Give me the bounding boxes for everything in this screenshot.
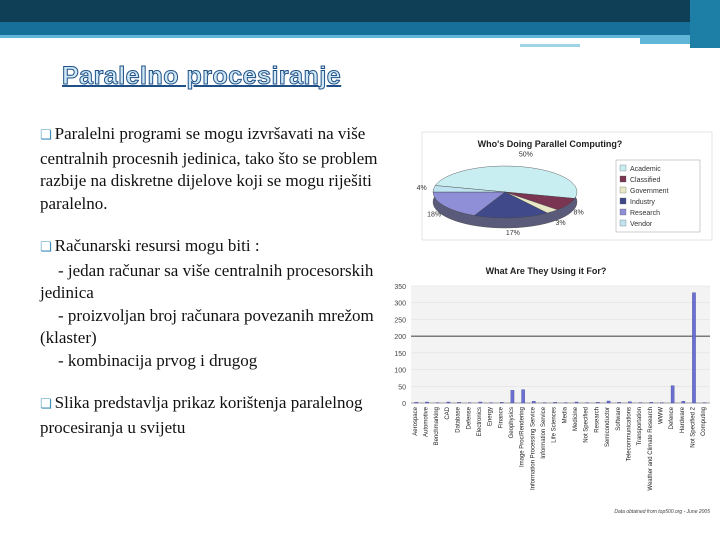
- x-tick-label: Medicine: [573, 407, 580, 432]
- bar: [522, 390, 525, 403]
- legend-label: Government: [630, 188, 669, 195]
- x-tick-label: Not Specified: [583, 407, 590, 443]
- x-tick-label: Semiconductor: [605, 407, 612, 448]
- x-tick-label: Media: [562, 407, 569, 424]
- bullet-text-3: Slika predstavlja prikaz korištenja paralelnog procesiranja u svijetu: [40, 393, 363, 437]
- x-tick-label: Weather and Climate Research: [647, 407, 654, 491]
- x-tick-label: WWW: [658, 407, 665, 424]
- sub-item-3: - kombinacija prvog i drugog: [58, 350, 258, 370]
- pie-label: 4%: [416, 184, 427, 192]
- header-bar-light: [0, 35, 720, 38]
- bullet-item-2: [40, 235, 385, 372]
- bar: [532, 401, 535, 403]
- bar: [511, 390, 514, 403]
- x-tick-label: Computing: [701, 407, 708, 437]
- y-tick-label: 200: [394, 334, 406, 342]
- y-tick-label: 350: [394, 284, 406, 291]
- corner-accent-stripe: [640, 38, 690, 44]
- x-tick-label: Not Specified 2: [690, 407, 697, 448]
- bar-plot-area: [411, 286, 710, 403]
- x-tick-label: Transportation: [637, 407, 644, 446]
- bar: [500, 402, 503, 403]
- pie-label: 18%: [427, 211, 442, 219]
- bullet-list: [40, 123, 385, 459]
- bar: [596, 402, 599, 403]
- header-bar-dark: [0, 0, 720, 22]
- square-bullet-icon: ❏: [40, 128, 52, 143]
- x-tick-label: Telecommunications: [626, 407, 633, 462]
- x-tick-label: Database: [455, 407, 462, 433]
- x-tick-label: Image Proc/Rendering: [519, 407, 526, 468]
- bar-chart: [370, 262, 720, 540]
- legend-label: Research: [630, 210, 660, 217]
- legend-swatch: [620, 165, 626, 171]
- x-tick-label: Benchmarking: [434, 407, 441, 446]
- legend-swatch: [620, 220, 626, 226]
- bar: [425, 402, 428, 403]
- pie-chart: [416, 130, 720, 245]
- x-tick-label: Electronics: [476, 407, 483, 437]
- x-tick-label: Automotive: [423, 407, 430, 438]
- bar: [692, 293, 695, 403]
- pie-label: 8%: [573, 209, 584, 217]
- x-tick-label: Defence: [669, 407, 676, 430]
- bar: [457, 402, 460, 403]
- bullet-item-1: [40, 123, 385, 215]
- corner-accent: [690, 0, 720, 48]
- legend-swatch: [620, 198, 626, 204]
- bar: [479, 402, 482, 403]
- y-tick-label: 0: [402, 401, 406, 408]
- slide-title: Paralelno procesiranje: [62, 62, 342, 90]
- square-bullet-icon: ❏: [40, 397, 52, 412]
- bar: [682, 401, 685, 403]
- corner-accent-stripe-light: [520, 44, 580, 47]
- x-tick-label: Information Processing Service: [530, 407, 537, 491]
- x-tick-label: Finance: [498, 407, 505, 429]
- legend-swatch: [620, 187, 626, 193]
- legend-label: Academic: [630, 166, 661, 173]
- y-tick-label: 300: [394, 300, 406, 308]
- pie-title: Who's Doing Parallel Computing?: [477, 139, 623, 149]
- pie-label: 3%: [555, 220, 566, 228]
- header-bar-accent: [0, 22, 720, 35]
- x-tick-label: Research: [594, 407, 601, 433]
- x-tick-label: Geophysics: [508, 407, 515, 439]
- legend-label: Classified: [630, 177, 661, 184]
- y-tick-label: 50: [398, 384, 406, 392]
- x-tick-label: Software: [615, 407, 622, 431]
- y-tick-label: 250: [394, 317, 406, 325]
- bar: [447, 402, 450, 403]
- x-tick-label: Hardware: [679, 407, 686, 434]
- bar: [575, 402, 578, 403]
- y-tick-label: 150: [394, 350, 406, 358]
- sub-item-1: - jedan računar sa više centralnih procesorskih jedinica: [40, 260, 374, 302]
- bar: [618, 402, 621, 403]
- bar: [415, 402, 418, 403]
- legend-label: Vendor: [630, 221, 653, 228]
- pie-label: 17%: [505, 229, 520, 237]
- legend-label: Industry: [630, 199, 655, 206]
- bar-title: What Are They Using it For?: [485, 266, 607, 276]
- bar: [671, 386, 674, 403]
- bar: [554, 402, 557, 403]
- sub-item-2: - proizvoljan broj računara povezanih mrežom (klaster): [40, 305, 374, 347]
- bar-source: Data obtained from top500.org - June 2005: [614, 509, 710, 515]
- x-tick-label: Aerospace: [412, 407, 419, 436]
- x-tick-label: CAD: [444, 407, 451, 420]
- bullet-text-1: Paralelni programi se mogu izvršavati na više centralnih procesnih jedinica, tako što se problem razbije na diskretne dijelove koji se mogu riješiti paralelno.: [40, 124, 378, 213]
- bar: [650, 402, 653, 403]
- x-tick-label: Life Sciences: [551, 407, 558, 443]
- bar: [607, 401, 610, 403]
- x-tick-label: Energy: [487, 407, 494, 427]
- x-tick-label: Information Service: [541, 407, 548, 459]
- pie-label: 50%: [518, 151, 533, 159]
- bar: [628, 402, 631, 403]
- y-tick-label: 100: [394, 367, 406, 375]
- bullet-text-2: Računarski resursi mogu biti :: [54, 236, 260, 255]
- square-bullet-icon: ❏: [40, 240, 52, 255]
- bullet-item-3: [40, 392, 385, 439]
- legend-swatch: [620, 209, 626, 215]
- legend-swatch: [620, 176, 626, 182]
- x-tick-label: Defense: [466, 407, 473, 430]
